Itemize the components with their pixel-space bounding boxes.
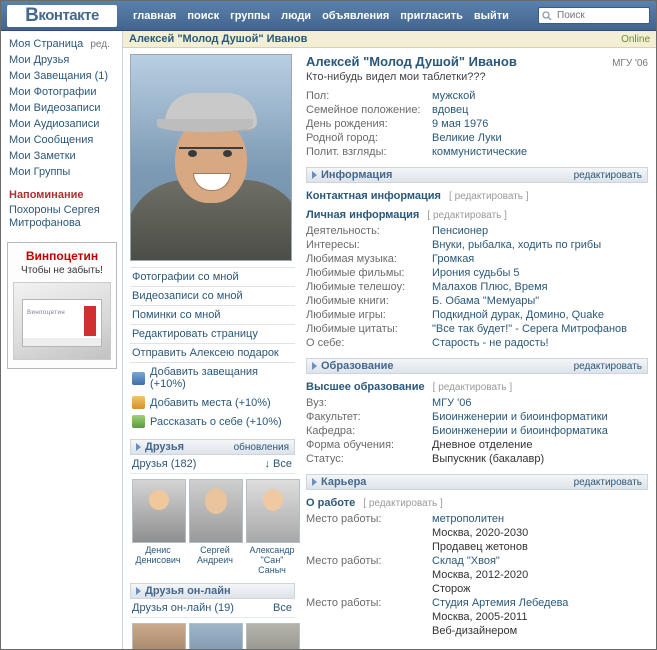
table-row	[306, 438, 648, 452]
field-label: Интересы:	[306, 239, 360, 251]
sidebar-item-my-videos[interactable]	[7, 100, 118, 116]
field-value[interactable]: коммунистические	[432, 146, 528, 158]
field-value[interactable]: МГУ '06	[432, 397, 472, 409]
table-row	[306, 336, 648, 350]
table-row	[306, 238, 648, 252]
field-label: День рождения:	[306, 118, 388, 130]
career-block-header	[306, 474, 648, 490]
top-nav-links	[125, 10, 538, 22]
sidebar-item-count: (1)	[94, 70, 109, 82]
sidebar-item-label: Мои Заметки	[9, 150, 76, 162]
action-label: Рассказать о себе (+10%)	[150, 415, 282, 428]
field-value: Выпускник (бакалавр)	[432, 453, 545, 465]
friends-online-thumbnails	[130, 618, 295, 650]
field-label: Пол:	[306, 90, 330, 102]
job-role: Сторож	[432, 583, 471, 595]
field-value[interactable]: Громкая	[432, 253, 475, 265]
sidebar-item-label: Мои Сообщения	[9, 134, 94, 146]
photo-eye-left	[188, 150, 197, 157]
table-row	[306, 224, 648, 238]
field-value: Дневное отделение	[432, 439, 533, 451]
table-row	[306, 568, 648, 582]
action-add-places[interactable]	[130, 393, 295, 412]
sidebar-item-label: Моя Страница	[9, 38, 84, 50]
friends-updates-link[interactable]: обновления	[233, 441, 289, 453]
friend-item[interactable]	[189, 479, 241, 575]
field-label-empty	[306, 526, 432, 540]
job-place: Москва, 2020-2030	[432, 527, 529, 539]
friends-online-block-header	[130, 583, 295, 599]
table-row	[306, 554, 648, 568]
about-work-heading	[306, 497, 648, 509]
sidebar-item-label: Мои Группы	[9, 166, 71, 178]
sidebar-item-label: Мои Завещания	[9, 70, 92, 82]
left-sidebar	[1, 31, 122, 650]
friends-thumbnails	[130, 474, 295, 575]
table-row	[306, 610, 648, 624]
field-value[interactable]: "Все так будет!" - Серега Митрофанов	[432, 323, 627, 335]
nav-link-invite[interactable]: пригласить	[400, 9, 463, 22]
higher-education-edit-link[interactable]: [ редактировать ]	[432, 382, 513, 393]
job-role: Веб-дизайнером	[432, 625, 518, 637]
table-row	[306, 526, 648, 540]
table-row	[306, 424, 648, 438]
chevron-right-icon[interactable]	[312, 171, 317, 179]
profile-photo[interactable]	[130, 54, 292, 261]
table-row	[306, 596, 648, 610]
education-edit-link[interactable]: редактировать	[573, 360, 642, 372]
avatar	[246, 479, 300, 543]
sidebar-item-label: Мои Фотографии	[9, 86, 97, 98]
field-value[interactable]: 9 мая 1976	[432, 118, 489, 130]
field-label: Место работы:	[306, 555, 382, 567]
ad-subtitle: Чтобы не забыть!	[21, 265, 103, 276]
education-table	[306, 396, 648, 466]
field-value[interactable]: Пенсионер	[432, 225, 489, 237]
field-label: Кафедра:	[306, 425, 356, 437]
about-work-title: О работе	[306, 497, 356, 509]
contact-info-heading	[306, 190, 648, 202]
field-value[interactable]: Малахов Плюс, Время	[432, 281, 548, 293]
ad-pack-graphic	[22, 299, 102, 347]
sidebar-item-label: Мои Друзья	[9, 54, 70, 66]
profile-content	[122, 31, 656, 650]
page-body	[1, 31, 656, 650]
friend-item[interactable]	[246, 479, 298, 575]
link-videos-with-me[interactable]: Видеозаписи со мной	[130, 287, 295, 306]
field-label: Вуз:	[306, 397, 327, 409]
ad-image	[13, 282, 111, 360]
table-row	[306, 280, 648, 294]
chevron-right-icon[interactable]	[312, 362, 317, 370]
career-edit-link[interactable]: редактировать	[573, 476, 642, 488]
sidebar-item-label: Мои Аудиозаписи	[9, 118, 100, 130]
nav-link-groups[interactable]: группы	[230, 9, 271, 22]
field-value[interactable]: Старость - не радость!	[432, 337, 549, 349]
friend-item[interactable]	[246, 623, 298, 650]
information-title: Информация	[321, 169, 393, 181]
sidebar-advertisement[interactable]	[7, 242, 117, 369]
friends-block-title: Друзья	[145, 441, 185, 453]
personal-info-edit-link[interactable]: [ редактировать ]	[427, 210, 507, 221]
friend-item[interactable]	[132, 623, 184, 650]
friend-name: Сергей Андреич	[197, 545, 233, 565]
field-label: О себе:	[306, 337, 345, 349]
avatar	[132, 623, 186, 650]
friend-item[interactable]	[132, 479, 184, 575]
personal-info-heading	[306, 209, 648, 221]
field-label-empty	[306, 582, 432, 596]
contact-info-title: Контактная информация	[306, 190, 441, 202]
avatar	[189, 623, 243, 650]
friend-name: Александр "Сан" Саныч	[249, 545, 295, 575]
table-row	[306, 266, 648, 280]
logo-letter: В	[25, 5, 39, 26]
ad-title: Винпоцетин	[25, 249, 99, 263]
search-input[interactable]	[555, 9, 646, 22]
nav-link-logout[interactable]: выйти	[473, 9, 509, 22]
table-row	[306, 145, 648, 159]
avatar	[132, 479, 186, 543]
friends-block-header	[130, 439, 295, 455]
avatar	[189, 479, 243, 543]
logo-text: контакте	[38, 7, 99, 24]
field-label: Любимая музыка:	[306, 253, 397, 265]
table-row	[306, 512, 648, 526]
about-work-edit-link[interactable]: [ редактировать ]	[363, 498, 443, 509]
action-add-wills[interactable]	[130, 363, 295, 393]
friends-all-link[interactable]: ↓ Все	[264, 458, 292, 470]
ad-pack-stripe	[84, 306, 96, 336]
job-company[interactable]: метрополитен	[432, 513, 505, 525]
vk-logo[interactable]	[7, 5, 117, 27]
job-company[interactable]: Студия Артемия Лебедева	[432, 597, 569, 609]
profile-columns	[123, 48, 656, 650]
field-label: Любимые фильмы:	[306, 267, 405, 279]
nav-link-people[interactable]: люди	[281, 9, 312, 22]
nav-link-search[interactable]: поиск	[187, 9, 220, 22]
table-row	[306, 322, 648, 336]
information-edit-link[interactable]: редактировать	[573, 169, 642, 181]
profile-header-name: Алексей "Молод Душой" Иванов	[129, 33, 308, 45]
photo-cap	[165, 93, 257, 131]
chevron-right-icon[interactable]	[136, 443, 141, 451]
friends-subbar	[130, 455, 295, 474]
nav-link-home[interactable]: главная	[133, 9, 177, 22]
friends-online-title-wrap	[136, 585, 231, 597]
link-photos-with-me[interactable]: Фотографии со мной	[130, 268, 295, 287]
friends-online-subbar	[130, 599, 295, 618]
field-label: Любимые книги:	[306, 295, 389, 307]
profile-right-column	[300, 54, 656, 650]
field-label: Любимые игры:	[306, 309, 386, 321]
reminder-link[interactable]: Похороны Сергея Митрофанова	[9, 204, 100, 229]
table-row	[306, 582, 648, 596]
field-label-empty	[306, 568, 432, 582]
table-row	[306, 294, 648, 308]
nav-link-ads[interactable]: объявления	[322, 9, 390, 22]
field-value[interactable]: Великие Луки	[432, 132, 502, 144]
place-icon	[132, 396, 145, 409]
document-icon	[132, 372, 145, 385]
field-label-empty	[306, 540, 432, 554]
sidebar-item-my-wills[interactable]	[7, 68, 118, 84]
table-row	[306, 452, 648, 466]
table-row	[306, 103, 648, 117]
friends-block-title-wrap	[136, 441, 184, 453]
personal-info-table	[306, 224, 648, 350]
sidebar-item-my-page[interactable]	[7, 36, 118, 52]
top-navigation-bar	[1, 1, 656, 31]
information-block-header	[306, 167, 648, 183]
ad-pack-label: Винпоцетин	[27, 310, 66, 316]
profile-links-list	[130, 267, 295, 363]
person-icon	[132, 415, 145, 428]
field-label: Деятельность:	[306, 225, 380, 237]
profile-university: МГУ '06	[612, 58, 648, 69]
information-title-wrap	[312, 169, 392, 181]
higher-education-heading	[306, 381, 648, 393]
contact-info-edit-link[interactable]: [ редактировать ]	[449, 191, 529, 202]
field-label: Статус:	[306, 453, 344, 465]
career-title: Карьера	[321, 476, 367, 488]
top-search-box[interactable]	[538, 7, 650, 24]
field-label: Родной город:	[306, 132, 378, 144]
link-wakes-with-me[interactable]: Поминки со мной	[130, 306, 295, 325]
action-label: Добавить завещания (+10%)	[150, 366, 259, 390]
photo-eye-right	[223, 150, 232, 157]
education-title: Образование	[321, 360, 394, 372]
action-tell-about-self[interactable]	[130, 412, 295, 431]
job-role: Продавец жетонов	[432, 541, 528, 553]
table-row	[306, 131, 648, 145]
field-label: Любимые телешоу:	[306, 281, 406, 293]
table-row	[306, 396, 648, 410]
profile-left-column	[123, 54, 300, 650]
sidebar-item-my-groups[interactable]	[7, 164, 118, 180]
field-value[interactable]: вдовец	[432, 104, 469, 116]
page-title: Алексей "Молод Душой" Иванов	[306, 54, 517, 69]
table-row	[306, 540, 648, 554]
field-value[interactable]: Внуки, рыбалка, ходить по грибы	[432, 239, 602, 251]
friend-name: Денис Денисович	[135, 545, 181, 565]
field-label: Любимые цитаты:	[306, 323, 398, 335]
table-row	[306, 308, 648, 322]
avatar	[246, 623, 300, 650]
education-title-wrap	[312, 360, 394, 372]
friends-online-title: Друзья он-лайн	[145, 585, 231, 597]
sidebar-item-my-notes[interactable]	[7, 148, 118, 164]
field-value[interactable]: Ирония судьбы 5	[432, 267, 520, 279]
status-badge: Online	[621, 33, 650, 45]
career-table	[306, 512, 648, 638]
table-row	[306, 410, 648, 424]
page-title-wrap	[306, 54, 648, 69]
profile-header-bar	[123, 31, 656, 48]
chevron-right-icon[interactable]	[136, 587, 141, 595]
link-edit-page[interactable]: Редактировать страницу	[130, 325, 295, 344]
personal-info-title: Личная информация	[306, 209, 420, 221]
field-label: Место работы:	[306, 513, 382, 525]
field-value[interactable]: мужской	[432, 90, 476, 102]
basic-info-table	[306, 89, 648, 159]
table-row	[306, 89, 648, 103]
field-value[interactable]: Биоинженерии и биоинформатика	[432, 425, 608, 437]
search-icon	[542, 11, 552, 21]
job-company[interactable]: Склад "Хвоя"	[432, 555, 500, 567]
job-place: Москва, 2012-2020	[432, 569, 529, 581]
job-place: Москва, 2005-2011	[432, 611, 528, 623]
field-label: Факультет:	[306, 411, 361, 423]
friend-item[interactable]	[189, 623, 241, 650]
field-label: Полит. взгляды:	[306, 146, 387, 158]
profile-status-text: Кто-нибудь видел мои таблетки???	[306, 71, 486, 83]
sidebar-edit-link[interactable]: ред.	[90, 39, 110, 50]
sidebar-item-my-friends[interactable]	[7, 52, 118, 68]
sidebar-item-my-audio[interactable]	[7, 116, 118, 132]
field-label-empty	[306, 624, 432, 638]
higher-education-title: Высшее образование	[306, 381, 425, 393]
field-value[interactable]: Подкидной дурак, Домино, Quake	[432, 309, 605, 321]
table-row	[306, 117, 648, 131]
field-value[interactable]: Б. Обама "Мемуары"	[432, 295, 540, 307]
field-label: Семейное положение:	[306, 104, 421, 116]
sidebar-item-my-messages[interactable]	[7, 132, 118, 148]
chevron-right-icon[interactable]	[312, 478, 317, 486]
field-label: Форма обучения:	[306, 439, 395, 451]
reminder-title: Напоминание	[9, 189, 84, 201]
profile-actions	[130, 363, 295, 431]
link-send-gift[interactable]: Отправить Алексею подарок	[130, 344, 295, 363]
friends-count-link[interactable]: Друзья (182)	[132, 458, 197, 470]
education-block-header	[306, 358, 648, 374]
action-label: Добавить места (+10%)	[150, 396, 271, 409]
field-label-empty	[306, 610, 432, 624]
sidebar-item-my-photos[interactable]	[7, 84, 118, 100]
field-label: Место работы:	[306, 597, 382, 609]
table-row	[306, 624, 648, 638]
friends-online-count-link[interactable]: Друзья он-лайн (19)	[132, 602, 234, 614]
table-row	[306, 252, 648, 266]
career-title-wrap	[312, 476, 366, 488]
friends-online-all-link[interactable]: Все	[273, 602, 292, 614]
field-value[interactable]: Биоинженерии и биоинформатики	[432, 411, 608, 423]
sidebar-item-label: Мои Видеозаписи	[9, 102, 101, 114]
